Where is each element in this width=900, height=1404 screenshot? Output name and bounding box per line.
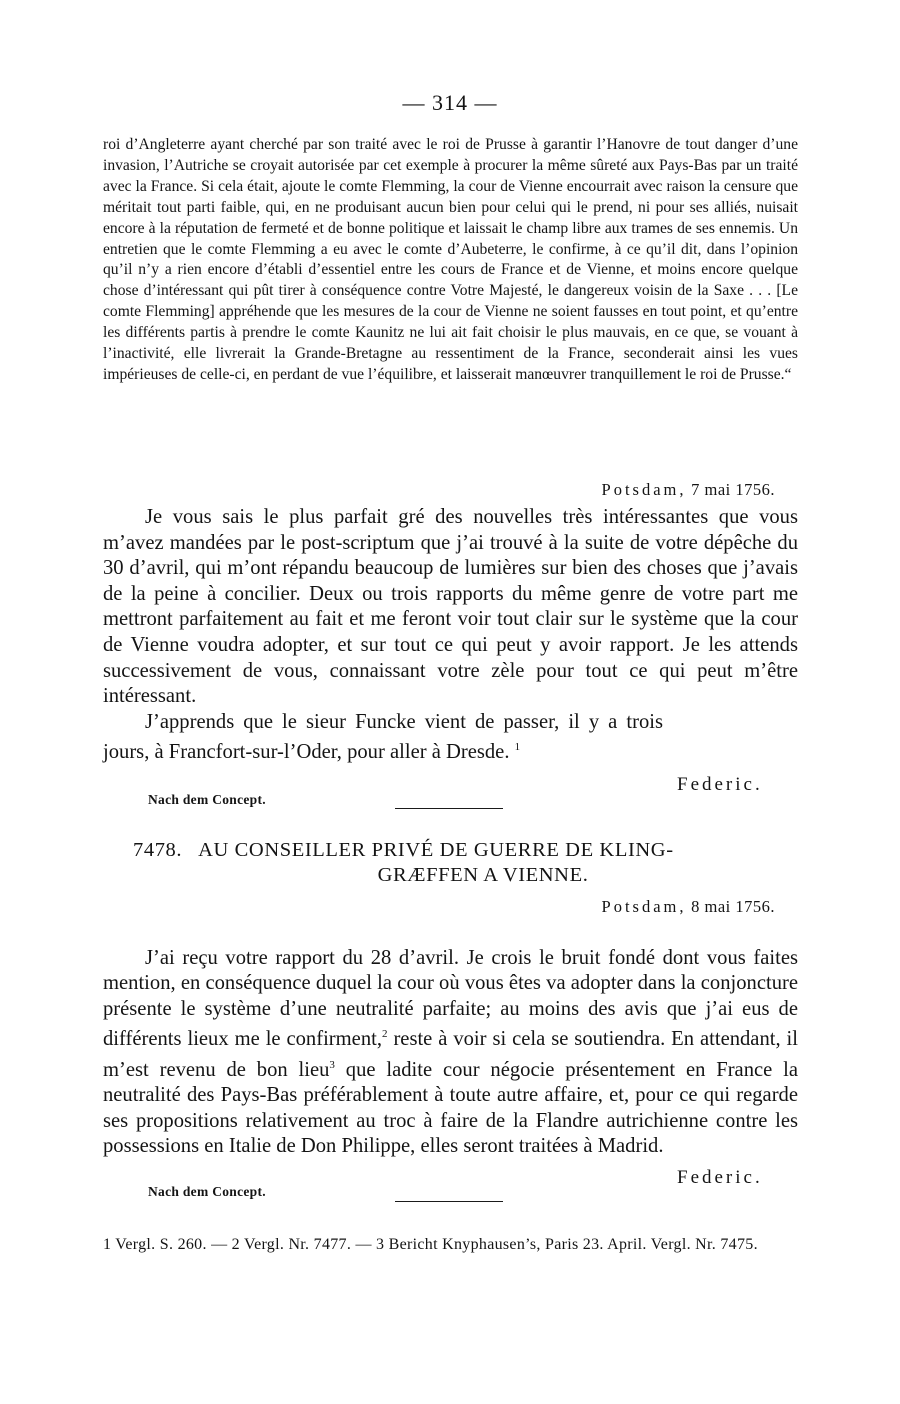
letter1-paragraph-1: Je vous sais le plus parfait gré des nouvelles très intéressantes que vous m’avez mandées par le post-scriptum que j’ai trouvé à la suite de votre dépêche du 30 d’avril, qui m’ont répandu beaucoup de lumières sur bien des choses que j’avais de la peine à concilier. Deux ou trois rapports du même genre de votre part me mettront parfaitement au fait et me feront voir tout clair sur le système que la cour de Vienne voudra adopter, et sur tout ce qui peut y avoir rapport. Je les attends successivement de vous, connaissant votre zèle pour tout ce qui peut m’être intéressant. xyxy=(103,506,798,708)
footnotes-text: 1 Vergl. S. 260. — 2 Vergl. Nr. 7477. — 3 Bericht Knyphausen’s, Paris 23. April. Vergl. Nr. 7475. xyxy=(103,1236,758,1253)
letter2-source-note: Nach dem Concept. xyxy=(148,1184,266,1199)
letter1-signature: Federic. xyxy=(677,774,763,795)
footnote-ref-3: 3 xyxy=(329,1058,335,1071)
letter1-place: Potsdam, xyxy=(601,480,687,499)
letter1-paragraph-2 xyxy=(103,710,663,766)
heading-line-2: GRÆFFEN A VIENNE. xyxy=(377,864,589,886)
letter2-paragraph-text xyxy=(103,946,798,1160)
footnotes xyxy=(103,1234,798,1256)
letter1-dateline xyxy=(560,480,775,500)
quoted-report xyxy=(103,135,798,386)
letter2-body xyxy=(103,920,798,1160)
letter2-text-part-a: J’ai reçu votre rapport du 28 d’avril. Je crois le bruit fondé dont vous faites mention, en conséquence duquel la cour où vous êtes va adopter dans la conjoncture présente le système d’une neutralité parfaite; au moins des avis que j’ai eus de différents lieux me le confirment, xyxy=(103,946,798,1051)
letter2-dateline xyxy=(560,897,775,917)
letter2-place: Potsdam, xyxy=(601,897,687,916)
letter1-date: 7 mai 1756. xyxy=(691,480,775,499)
section-divider-2 xyxy=(395,1201,503,1202)
footnote-ref-2: 2 xyxy=(382,1028,388,1041)
document-number: 7478. xyxy=(133,839,183,861)
quoted-report-text: roi d’Angleterre ayant cherché par son traité avec le roi de Prusse à garantir l’Hanovre de tout danger d’une invasion, l’Autriche se croyait autorisée par cet exemple à procurer la même sûreté aux Pays-Bas par un traité avec la France. Si cela était, ajoute le comte Flemming, la cour de Vienne encourrait avec raison la censure que méritait tout parti faible, qui, en ne produisant aucun bien pour celui qui le prend, ni pour ses alliés, nuisait encore à la réputation de fermeté et de bonne politique et laissait le champ libre aux trames de ses ennemis. Un entretien que le comte Flemming a eu avec le comte d’Aubeterre, le confirme, à ce qu’il dit, dans l’opinion qu’il n’y a rien encore d’établi d’essentiel entre les cours de France et de Vienne, et moins encore quelque chose d’intéressant qui pût tirer à conséquence contre Votre Majesté, le dangereux voisin de la Saxe . . . [Le comte Flemming] appréhende que les mesures de la cour de Vienne ne soient fausses en tout point, et qu’entre les différents partis à prendre le comte Kaunitz ne lui ait fait choisir le plus mauvais, en ce que, se vouant à l’inactivité, elle livrerait la Grande-Bretagne au ressentiment de la France, seconderait ainsi les vues impérieuses de celle-ci, en perdant de vue l’équilibre, et laisserait manœuvrer tranquillement le roi de Prusse.“ xyxy=(103,136,798,383)
letter2-signature: Federic. xyxy=(677,1167,763,1188)
page-number: — 314 — xyxy=(402,90,498,115)
footnote-ref-1: 1 xyxy=(514,741,521,754)
letter1-paragraph-2-text: J’apprends que le sieur Funcke vient de passer, il y a trois jours, à Francfort-sur-l’Oder, pour aller à Dresde. xyxy=(103,710,663,764)
letter1-source-note: Nach dem Concept. xyxy=(148,792,266,807)
letter2-date: 8 mai 1756. xyxy=(691,897,775,916)
section-divider-1 xyxy=(395,808,503,809)
letter1-body xyxy=(103,505,798,766)
letter2-text-part-b: reste à voir si cela se soutiendra. En attendant, il m’est revenu de bon lieu xyxy=(103,1028,798,1081)
heading-line-1: AU CONSEILLER PRIVÉ DE GUERRE DE KLING- xyxy=(198,839,674,861)
document-heading-7478 xyxy=(133,838,803,888)
letter2-text-part-c: que ladite cour négocie présentement en France la neutralité des Pays-Bas préférablement à toute autre affaire, et, pour ce qui regarde ses propositions relativement au troc à faire de la Flandre autrichienne contre les possessions en Italie de Don Philippe, elles seront traitées à Madrid. xyxy=(103,1058,798,1158)
